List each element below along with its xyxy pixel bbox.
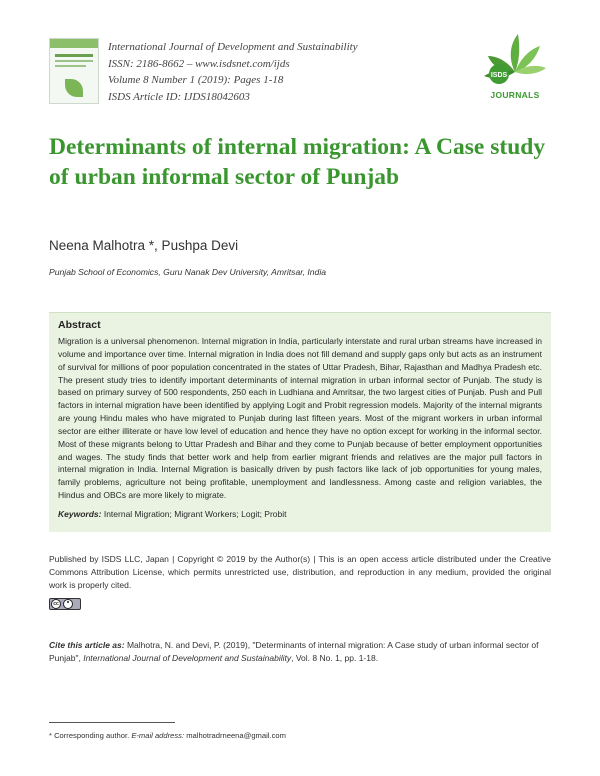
footnote-divider (49, 722, 175, 723)
attribution-icon (63, 599, 73, 609)
affiliation: Punjab School of Economics, Guru Nanak Dev University, Amritsar, India (49, 267, 327, 277)
abstract-heading: Abstract (58, 319, 101, 331)
journal-cover-thumbnail (49, 38, 99, 104)
author-list: Neena Malhotra *, Pushpa Devi (49, 238, 239, 253)
citation-volume: , Vol. 8 No. 1, pp. 1-18. (291, 653, 379, 663)
citation-label: Cite this article as: (49, 640, 125, 650)
cc-icon: cc (51, 599, 61, 609)
keywords-list: Internal Migration; Migrant Workers; Logit; Probit (103, 508, 287, 519)
citation (49, 639, 551, 665)
corresponding-author-footnote (49, 731, 286, 740)
keywords-label: Keywords: (58, 508, 102, 519)
citation-text: Malhotra, N. and Devi, P. (2019), "Determinants of internal migration: A Case study of urban informal sector of Punjab", (49, 640, 539, 663)
paper-title: Determinants of internal migration: A Case study of urban informal sector of Punjab (49, 134, 546, 190)
logo-caption: JOURNALS (490, 90, 540, 100)
email-label: E-mail address: (131, 731, 185, 740)
journal-name: International Journal of Development and Sustainability (108, 41, 358, 53)
abstract-box (49, 312, 551, 532)
keywords-line (58, 509, 542, 519)
journal-volume: Volume 8 Number 1 (2019): Pages 1-18 (108, 74, 284, 86)
article-id: ISDS Article ID: IJDS18042603 (108, 90, 250, 103)
email-address[interactable]: malhotradrneena@gmail.com (184, 731, 286, 740)
journal-meta (108, 39, 358, 105)
footnote-prefix: * Corresponding author. (49, 731, 132, 740)
citation-journal: International Journal of Development and Sustainability (83, 653, 292, 663)
logo-mark-text: ISDS (490, 72, 508, 79)
abstract-text: Migration is a universal phenomenon. Internal migration in India, particularly interstate and rural urban streams have increased in volume and importance over time. Internal migration in India does not fill demand and supply gaps only but acts as an instrument of survival for millions of poor population concentrated in the states of Uttar Pradesh, Bihar, Rajasthan and Madhya Pradesh etc. The present study tries to identify important determinants of internal migration in urban informal sector of Punjab. The study is based on primary survey of 500 respondents, 250 each in Ludhiana and Amritsar, the two largest cities of Punjab. Push and Pull factors in internal migration have been identified by applying Logit and Probit regression models. Majority of the internal migrants are young Hindu males who have migrated to Punjab during last fifteen years. Most of the migrant workers in urban informal sector are either illiterate or have low level of education and hence they have no option except for working in the informal sector. Most of these migrants belong to Uttar Pradesh and Bihar and they come to Punjab because of better employment opportunities and wages. The study finds that better work and help from earlier migrant friends and relatives are the major pull factors in internal migration in India. Internal Migration is basically driven by push factors like lack of job opportunities for young males, family problems, agriculture not being profitable, unemployment and landlessness. Among caste and religion variables, the Hindus and OBCs are more likely to migrate. (58, 336, 542, 501)
cc-by-license-icon[interactable] (49, 598, 81, 610)
license-notice: Published by ISDS LLC, Japan | Copyright © 2019 by the Author(s) | This is an open access article distributed under the Creative Commons Attribution License, which permits unrestricted use, distribution, and reproduction in any medium, provided the original work is properly cited. (49, 554, 551, 590)
journal-issn: ISSN: 2186-8662 – www.isdsnet.com/ijds (108, 57, 290, 70)
